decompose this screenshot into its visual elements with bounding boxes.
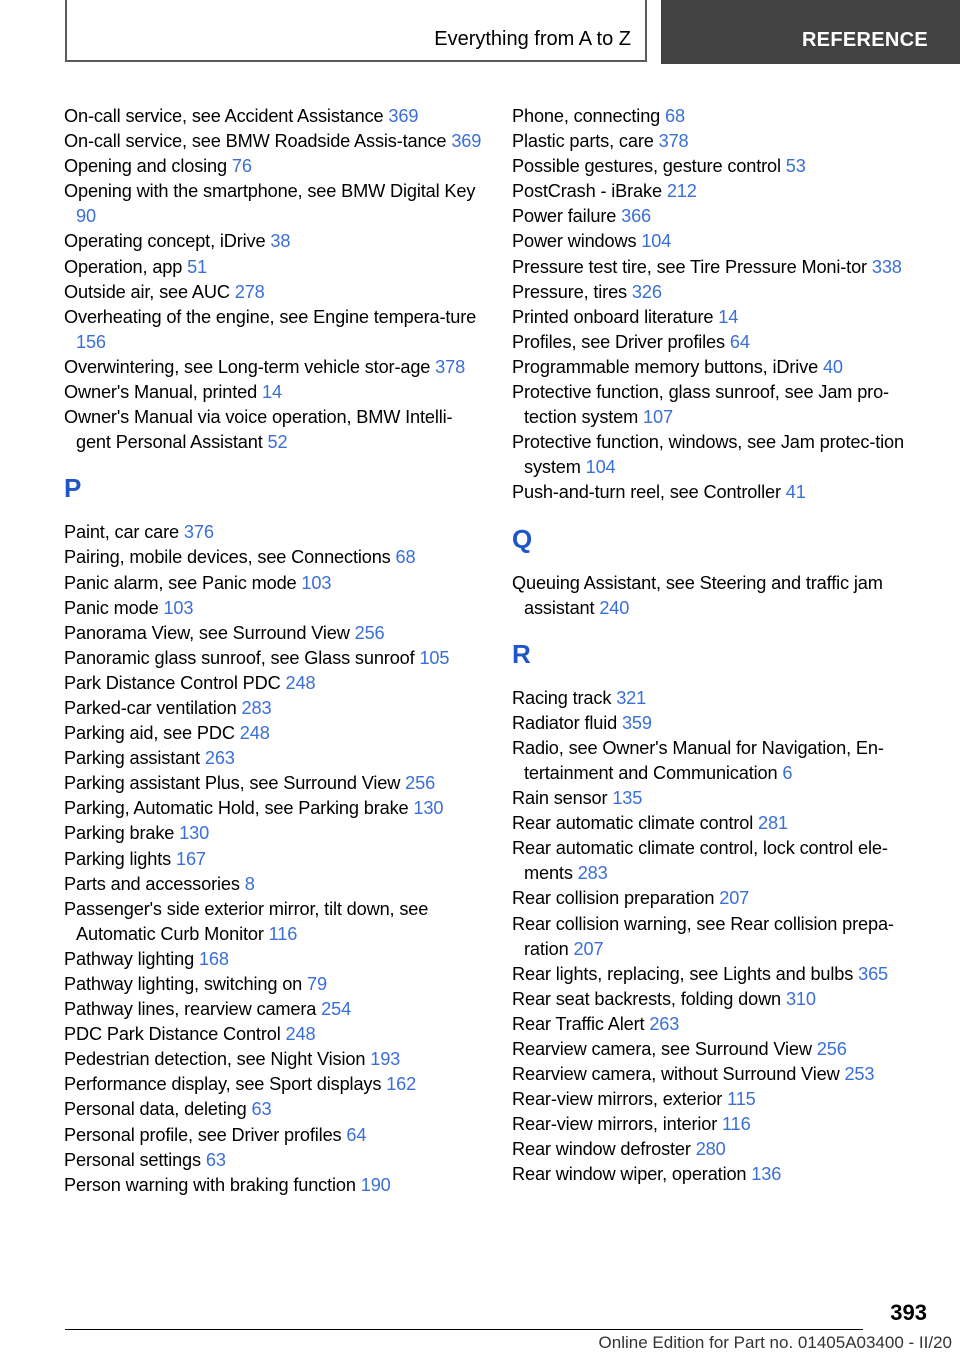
index-entry [512,179,922,204]
index-entry-text: Parked-car ventilation [64,697,237,718]
page-reference-link[interactable]: 338 [871,256,902,277]
page-reference-link[interactable]: 116 [722,1114,751,1135]
index-entry-text: Printed onboard literature [512,306,714,327]
footer-divider [65,1329,863,1330]
index-entry-text: Panic mode [64,597,159,618]
index-entry [64,671,484,696]
page-reference-link[interactable]: 38 [270,231,291,252]
page-reference-link[interactable]: 8 [244,873,255,894]
page-reference-link[interactable]: 167 [176,848,206,869]
page-reference-link[interactable]: 193 [370,1049,401,1070]
index-entry [64,1173,484,1198]
index-entry [64,405,484,455]
page-header [0,0,960,66]
index-entry-text: Owner's Manual, printed [64,382,258,403]
page-reference-link[interactable]: 14 [718,306,739,327]
index-entry-text: Rearview camera, without Surround View [512,1064,840,1085]
page-reference-link[interactable]: 310 [785,988,816,1009]
index-entry-text: Rear collision preparation [512,888,715,909]
page-reference-link[interactable]: 162 [386,1074,417,1095]
page-reference-link[interactable]: 135 [612,788,643,809]
index-entry [64,154,484,179]
index-entry [64,621,484,646]
index-entry [512,912,922,962]
index-entry-text: Pressure test tire, see Tire Pressure Moni‐tor [512,256,867,277]
index-entry-text: Rear automatic climate control, lock control ele‐ments [512,838,888,884]
index-entry [512,330,922,355]
index-entry-text: Parking assistant [64,748,200,769]
index-entry-text: Rear-view mirrors, exterior [512,1089,723,1110]
index-entry [512,711,922,736]
index-entry-text: Rain sensor [512,788,608,809]
index-entry-text: Panoramic glass sunroof, see Glass sunroof [64,647,415,668]
page-reference-link[interactable]: 263 [649,1013,680,1034]
page-reference-link[interactable]: 256 [816,1039,847,1059]
page-reference-link[interactable]: 14 [262,382,282,403]
chapter-title-box [65,0,647,62]
index-entry-text: Radiator fluid [512,712,618,733]
index-entry-text: Personal profile, see Driver profiles [64,1124,342,1145]
page-reference-link[interactable]: 253 [844,1064,875,1085]
page-reference-link[interactable]: 248 [239,723,270,744]
page-reference-link[interactable]: 190 [360,1174,391,1195]
page-reference-link[interactable]: 378 [658,131,689,152]
index-entry-text: Parts and accessories [64,873,240,894]
index-entry-text: Parking aid, see PDC [64,723,235,744]
index-entry [64,947,484,972]
page-reference-link[interactable]: 103 [301,572,332,593]
index-entry-text: Parking lights [64,848,172,869]
index-entry [64,646,484,671]
page-reference-link[interactable]: 130 [413,798,444,819]
index-entry-text: Person warning with braking function [64,1174,356,1195]
index-entry [512,736,922,786]
index-column-right [512,104,922,1188]
index-letter-heading: P [64,473,82,504]
page-reference-link[interactable]: 79 [307,974,327,994]
index-entry [512,305,922,330]
index-entry [64,696,484,721]
page-reference-link[interactable]: 369 [451,131,482,152]
index-entry [512,1162,922,1187]
section-tab [661,0,960,64]
index-entry [64,847,484,872]
index-entry [512,355,922,380]
index-entry [64,129,484,154]
index-entry [512,1062,922,1087]
page-reference-link[interactable]: 168 [198,948,229,969]
index-entry-text: Pressure, tires [512,281,627,302]
index-entry [64,280,484,305]
index-entry-text: Parking assistant Plus, see Surround View [64,773,401,794]
page-reference-link[interactable]: 280 [695,1139,726,1160]
page-reference-link[interactable]: 6 [782,762,793,783]
page-reference-link[interactable]: 63 [251,1099,272,1120]
index-entry-text: Opening with the smartphone, see BMW Digital Key [64,181,476,202]
index-entry [64,872,484,897]
index-entry [512,204,922,229]
index-entry [512,1112,922,1137]
index-entry [64,972,484,997]
index-entry-text: Rear automatic climate control [512,813,754,834]
index-entry-text: Overheating of the engine, see Engine tempera‐ture [64,306,477,327]
index-entry-text: Pathway lines, rearview camera [64,999,317,1020]
index-entry-text: Rear seat backrests, folding down [512,988,782,1009]
page-reference-link[interactable]: 40 [822,356,843,377]
index-entry [512,571,922,621]
index-entry-text: Personal settings [64,1149,201,1170]
index-entry [64,380,484,405]
page-reference-link[interactable]: 240 [599,597,630,618]
index-entry-text: Opening and closing [64,156,227,177]
index-entry [64,571,484,596]
index-entry-text: Panic alarm, see Panic mode [64,572,297,593]
page-reference-link[interactable]: 136 [751,1164,782,1185]
index-entry-text: Rear collision warning, see Rear collision prepa‐ration [512,913,894,959]
index-entry [64,771,484,796]
page-reference-link[interactable]: 212 [666,181,697,202]
index-entry-text: Parking, Automatic Hold, see Parking brake [64,798,409,819]
index-entry [64,1022,484,1047]
page-reference-link[interactable]: 365 [858,963,889,984]
section-label: REFERENCE [801,29,928,51]
index-entry-text: Power failure [512,206,617,227]
index-entry-text: Protective function, windows, see Jam protec‐tion system [512,432,904,478]
index-entry [512,480,922,505]
index-entry-text: Rear Traffic Alert [512,1013,645,1034]
index-entry-text: Power windows [512,231,637,252]
index-entry-text: Rear-view mirrors, interior [512,1114,718,1135]
index-entry-text: Rearview camera, see Surround View [512,1039,812,1059]
page-reference-link[interactable]: 376 [183,522,214,543]
index-entry [64,1047,484,1072]
index-entry-text: Owner's Manual via voice operation, BMW Intelli‐gent Personal Assistant [64,407,453,453]
index-entry [512,786,922,811]
page-reference-link[interactable]: 248 [285,672,316,693]
index-entry-text: Pathway lighting [64,948,195,969]
index-entry-text: Rear window wiper, operation [512,1164,747,1185]
page-reference-link[interactable]: 359 [621,712,652,733]
page-reference-link[interactable]: 366 [621,206,652,227]
index-entry [64,520,484,545]
edition-note: Online Edition for Part no. 01405A03400 - II/20 [598,1333,952,1352]
index-entry-text: Plastic parts, care [512,131,654,152]
index-entry [512,129,922,154]
index-entry [512,280,922,305]
page-reference-link[interactable]: 104 [641,231,672,252]
index-entry-text: Possible gestures, gesture control [512,156,781,177]
index-entry [64,255,484,280]
page-number: 393 [890,1300,927,1325]
index-entry [512,154,922,179]
index-entry [512,104,922,129]
index-entry-text: Operation, app [64,256,183,277]
index-entry-text: Overwintering, see Long-term vehicle stor‐age [64,356,431,377]
page-reference-link[interactable]: 207 [573,938,604,959]
index-entry-text: Pairing, mobile devices, see Connections [64,547,391,568]
index-column-left [64,104,484,1198]
page-reference-link[interactable]: 107 [643,407,673,428]
page-reference-link[interactable]: 115 [727,1089,756,1110]
index-entry-text: Profiles, see Driver profiles [512,331,725,352]
page-reference-link[interactable]: 283 [577,863,608,884]
page-reference-link[interactable]: 207 [719,888,750,909]
index-entry [64,179,484,229]
index-letter-heading: R [512,638,531,669]
chapter-title: Everything from A to Z [434,28,631,50]
index-entry [512,811,922,836]
page-reference-link[interactable]: 256 [405,773,436,794]
page-reference-link[interactable]: 76 [231,156,252,177]
index-entry [512,1012,922,1037]
index-entry [64,1097,484,1122]
index-entry [512,987,922,1012]
index-entry [512,255,922,280]
index-entry-text: On-call service, see Accident Assistance [64,106,384,126]
index-entry-text: Radio, see Owner's Manual for Navigation, En‐tertainment and Communication [512,737,884,783]
page-reference-link[interactable]: 263 [204,748,235,769]
index-entry-text: Paint, car care [64,522,180,543]
index-entry [64,897,484,947]
index-entry-text: Rear lights, replacing, see Lights and bulbs [512,963,854,984]
page-reference-link[interactable]: 105 [419,647,450,668]
page-reference-link[interactable]: 64 [729,331,750,352]
index-entry-text: Passenger's side exterior mirror, tilt down, see Automatic Curb Monitor [64,898,429,944]
page-reference-link[interactable]: 378 [435,356,466,377]
index-entry-text: Queuing Assistant, see Steering and traffic jam assistant [512,572,883,618]
page-reference-link[interactable]: 130 [179,823,210,844]
index-entry-text: Rear window defroster [512,1139,691,1160]
page-reference-link[interactable]: 326 [631,281,662,302]
index-entry-text: Operating concept, iDrive [64,231,266,252]
index-entry [64,821,484,846]
index-entry [64,305,484,355]
index-entry [64,596,484,621]
page-reference-link[interactable]: 90 [76,206,96,227]
page-reference-link[interactable]: 53 [785,156,806,177]
page-reference-link[interactable]: 254 [321,999,352,1020]
page-reference-link[interactable]: 278 [234,281,265,302]
index-entry-text: Panorama View, see Surround View [64,622,350,643]
index-entry [512,1087,922,1112]
page-reference-link[interactable]: 41 [785,482,806,503]
page-reference-link[interactable]: 63 [205,1149,226,1170]
page-reference-link[interactable]: 283 [241,697,272,718]
index-entry-text: On-call service, see BMW Roadside Assis‐tance [64,131,447,152]
index-entry [64,1123,484,1148]
page-reference-link[interactable]: 248 [285,1024,316,1045]
page-reference-link[interactable]: 156 [76,331,106,352]
index-entry [64,721,484,746]
page-reference-link[interactable]: 104 [585,457,616,478]
index-entry [512,380,922,430]
index-entry [512,886,922,911]
page-reference-link[interactable]: 52 [267,432,288,453]
index-entry [64,796,484,821]
index-entry [512,1137,922,1162]
index-entry [512,1037,922,1062]
index-entry-text: Outside air, see AUC [64,281,230,302]
index-entry [64,997,484,1022]
index-entry [64,746,484,771]
index-entry [512,430,922,480]
index-entry [64,355,484,380]
index-entry [512,962,922,987]
page-reference-link[interactable]: 51 [187,256,208,277]
page-reference-link[interactable]: 256 [354,622,385,643]
index-entry-text: Phone, connecting [512,106,661,126]
page-reference-link[interactable]: 116 [268,923,298,944]
index-entry-text: Programmable memory buttons, iDrive [512,356,819,377]
page-reference-link[interactable]: 68 [665,106,685,126]
page-reference-link[interactable]: 64 [346,1124,367,1145]
page-reference-link[interactable]: 369 [388,106,419,126]
index-entry-text: PostCrash - iBrake [512,181,662,202]
index-entry-text: Personal data, deleting [64,1099,247,1120]
index-entry-text: Protective function, glass sunroof, see Jam pro‐tection system [512,382,889,428]
index-entry [64,104,484,129]
index-entry-text: Racing track [512,687,612,708]
index-entry-text: Parking brake [64,823,175,844]
index-entry [64,1148,484,1173]
page-reference-link[interactable]: 281 [758,813,788,834]
index-entry-text: Park Distance Control PDC [64,672,281,693]
index-entry [64,1072,484,1097]
index-letter-heading: Q [512,523,533,554]
index-entry-text: PDC Park Distance Control [64,1024,281,1045]
index-entry [512,229,922,254]
page-reference-link[interactable]: 103 [163,597,194,618]
index-entry [512,836,922,886]
index-entry-text: Performance display, see Sport displays [64,1074,382,1095]
index-entry [64,229,484,254]
index-entry [64,545,484,570]
index-entry [512,686,922,711]
index-entry-text: Push-and-turn reel, see Controller [512,482,781,503]
index-entry-text: Pedestrian detection, see Night Vision [64,1049,366,1070]
index-entry-text: Pathway lighting, switching on [64,974,303,994]
page-reference-link[interactable]: 68 [395,547,416,568]
page-reference-link[interactable]: 321 [616,687,647,708]
